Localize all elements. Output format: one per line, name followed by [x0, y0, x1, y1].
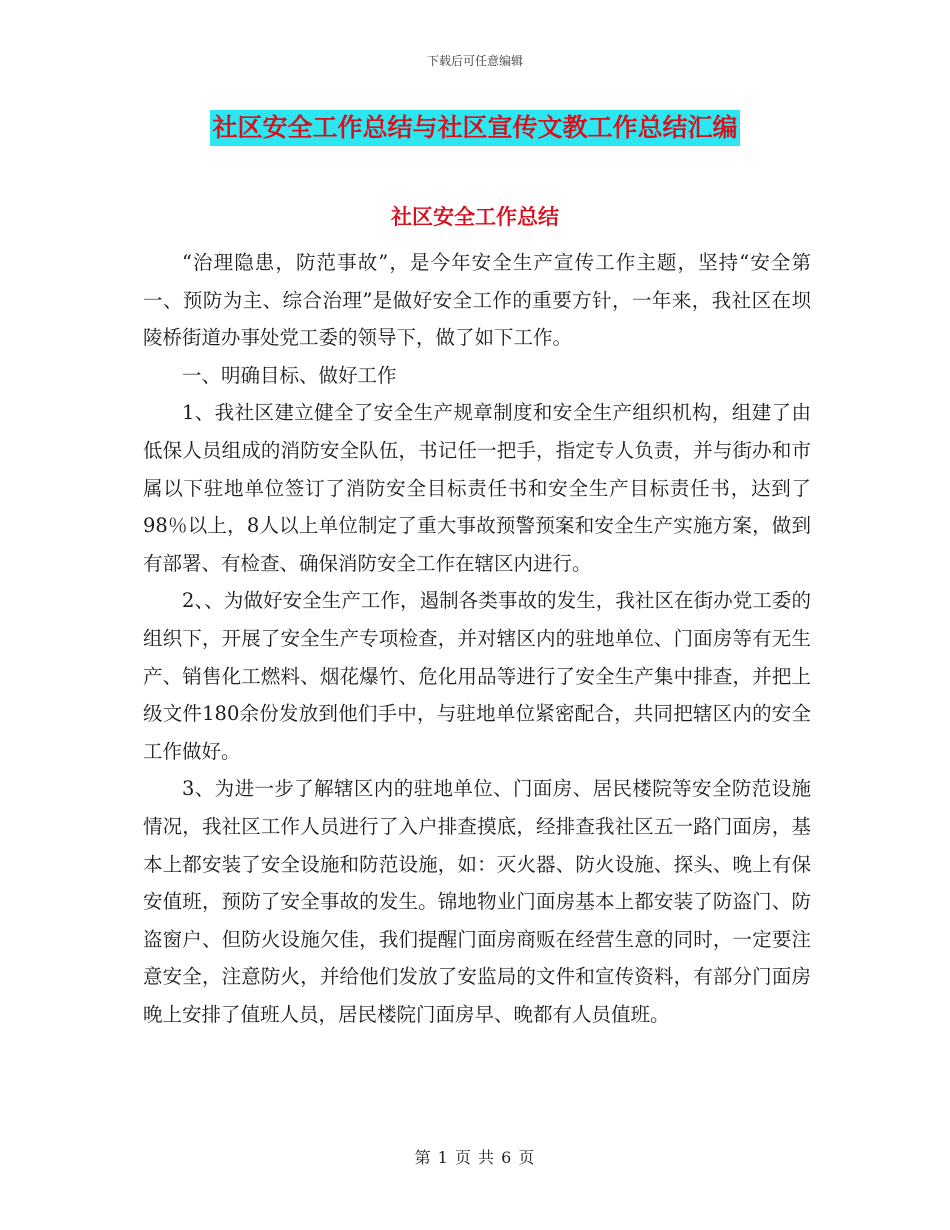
- paragraph-heading-1: 一、明确目标、做好工作: [182, 363, 397, 387]
- header-note: 下载后可任意编辑: [426, 54, 523, 68]
- page-footer: 第 1 页 共 6 页: [414, 1148, 536, 1167]
- paragraph-item-3: 3、为进一步了解辖区内的驻地单位、门面房、居民楼院等安全防范设施情况，我社区工作人员进行了入户排查摸底，经排查我社区五一路门面房，基本上都安装了安全设施和防范设施，如：灭火器、防火设施、探头、晚上有保安值班，预防了安全事故的发生。锦地物业门面房基本上都安装了防盗门、防盗窗户、但防火设施欠佳，我们提醒门面房商贩在经营生意的同时，一定要注意安全，注意防火，并给他们发放了安监局的文件和宣传资料，有部分门面房晚上安排了值班人员，居民楼院门面房早、晚都有人员值班。: [143, 777, 811, 1026]
- paragraph-item-2: 2、、为做好安全生产工作，遏制各类事故的发生，我社区在街办党工委的组织下，开展了安全生产专项检查，并对辖区内的驻地单位、门面房等有无生产、销售化工燃料、烟花爆竹、危化用品等进行了安全生产集中排查，并把上级文件180余份发放到他们手中，与驻地单位紧密配合，共同把辖区内的安全工作做好。: [143, 589, 811, 763]
- section-title: 社区安全工作总结: [391, 205, 559, 229]
- main-title-container: [0, 110, 950, 146]
- paragraph-item-1: 1、我社区建立健全了安全生产规章制度和安全生产组织机构，组建了由低保人员组成的消防安全队伍，书记任一把手，指定专人负责，并与街办和市属以下驻地单位签订了消防安全目标责任书和安全生产目标责任书，达到了98％以上，8人以上单位制定了重大事故预警预案和安全生产实施方案，做到有部署、有检查、确保消防安全工作在辖区内进行。: [143, 401, 811, 575]
- main-title: 社区安全工作总结与社区宣传文教工作总结汇编: [210, 110, 739, 146]
- paragraph-intro: “治理隐患，防范事故”，是今年安全生产宣传工作主题，坚持“安全第一、预防为主、综合治理”是做好安全工作的重要方针，一年来，我社区在坝陵桥街道办事处党工委的领导下，做了如下工作。: [143, 251, 811, 350]
- document-body: [143, 244, 811, 1033]
